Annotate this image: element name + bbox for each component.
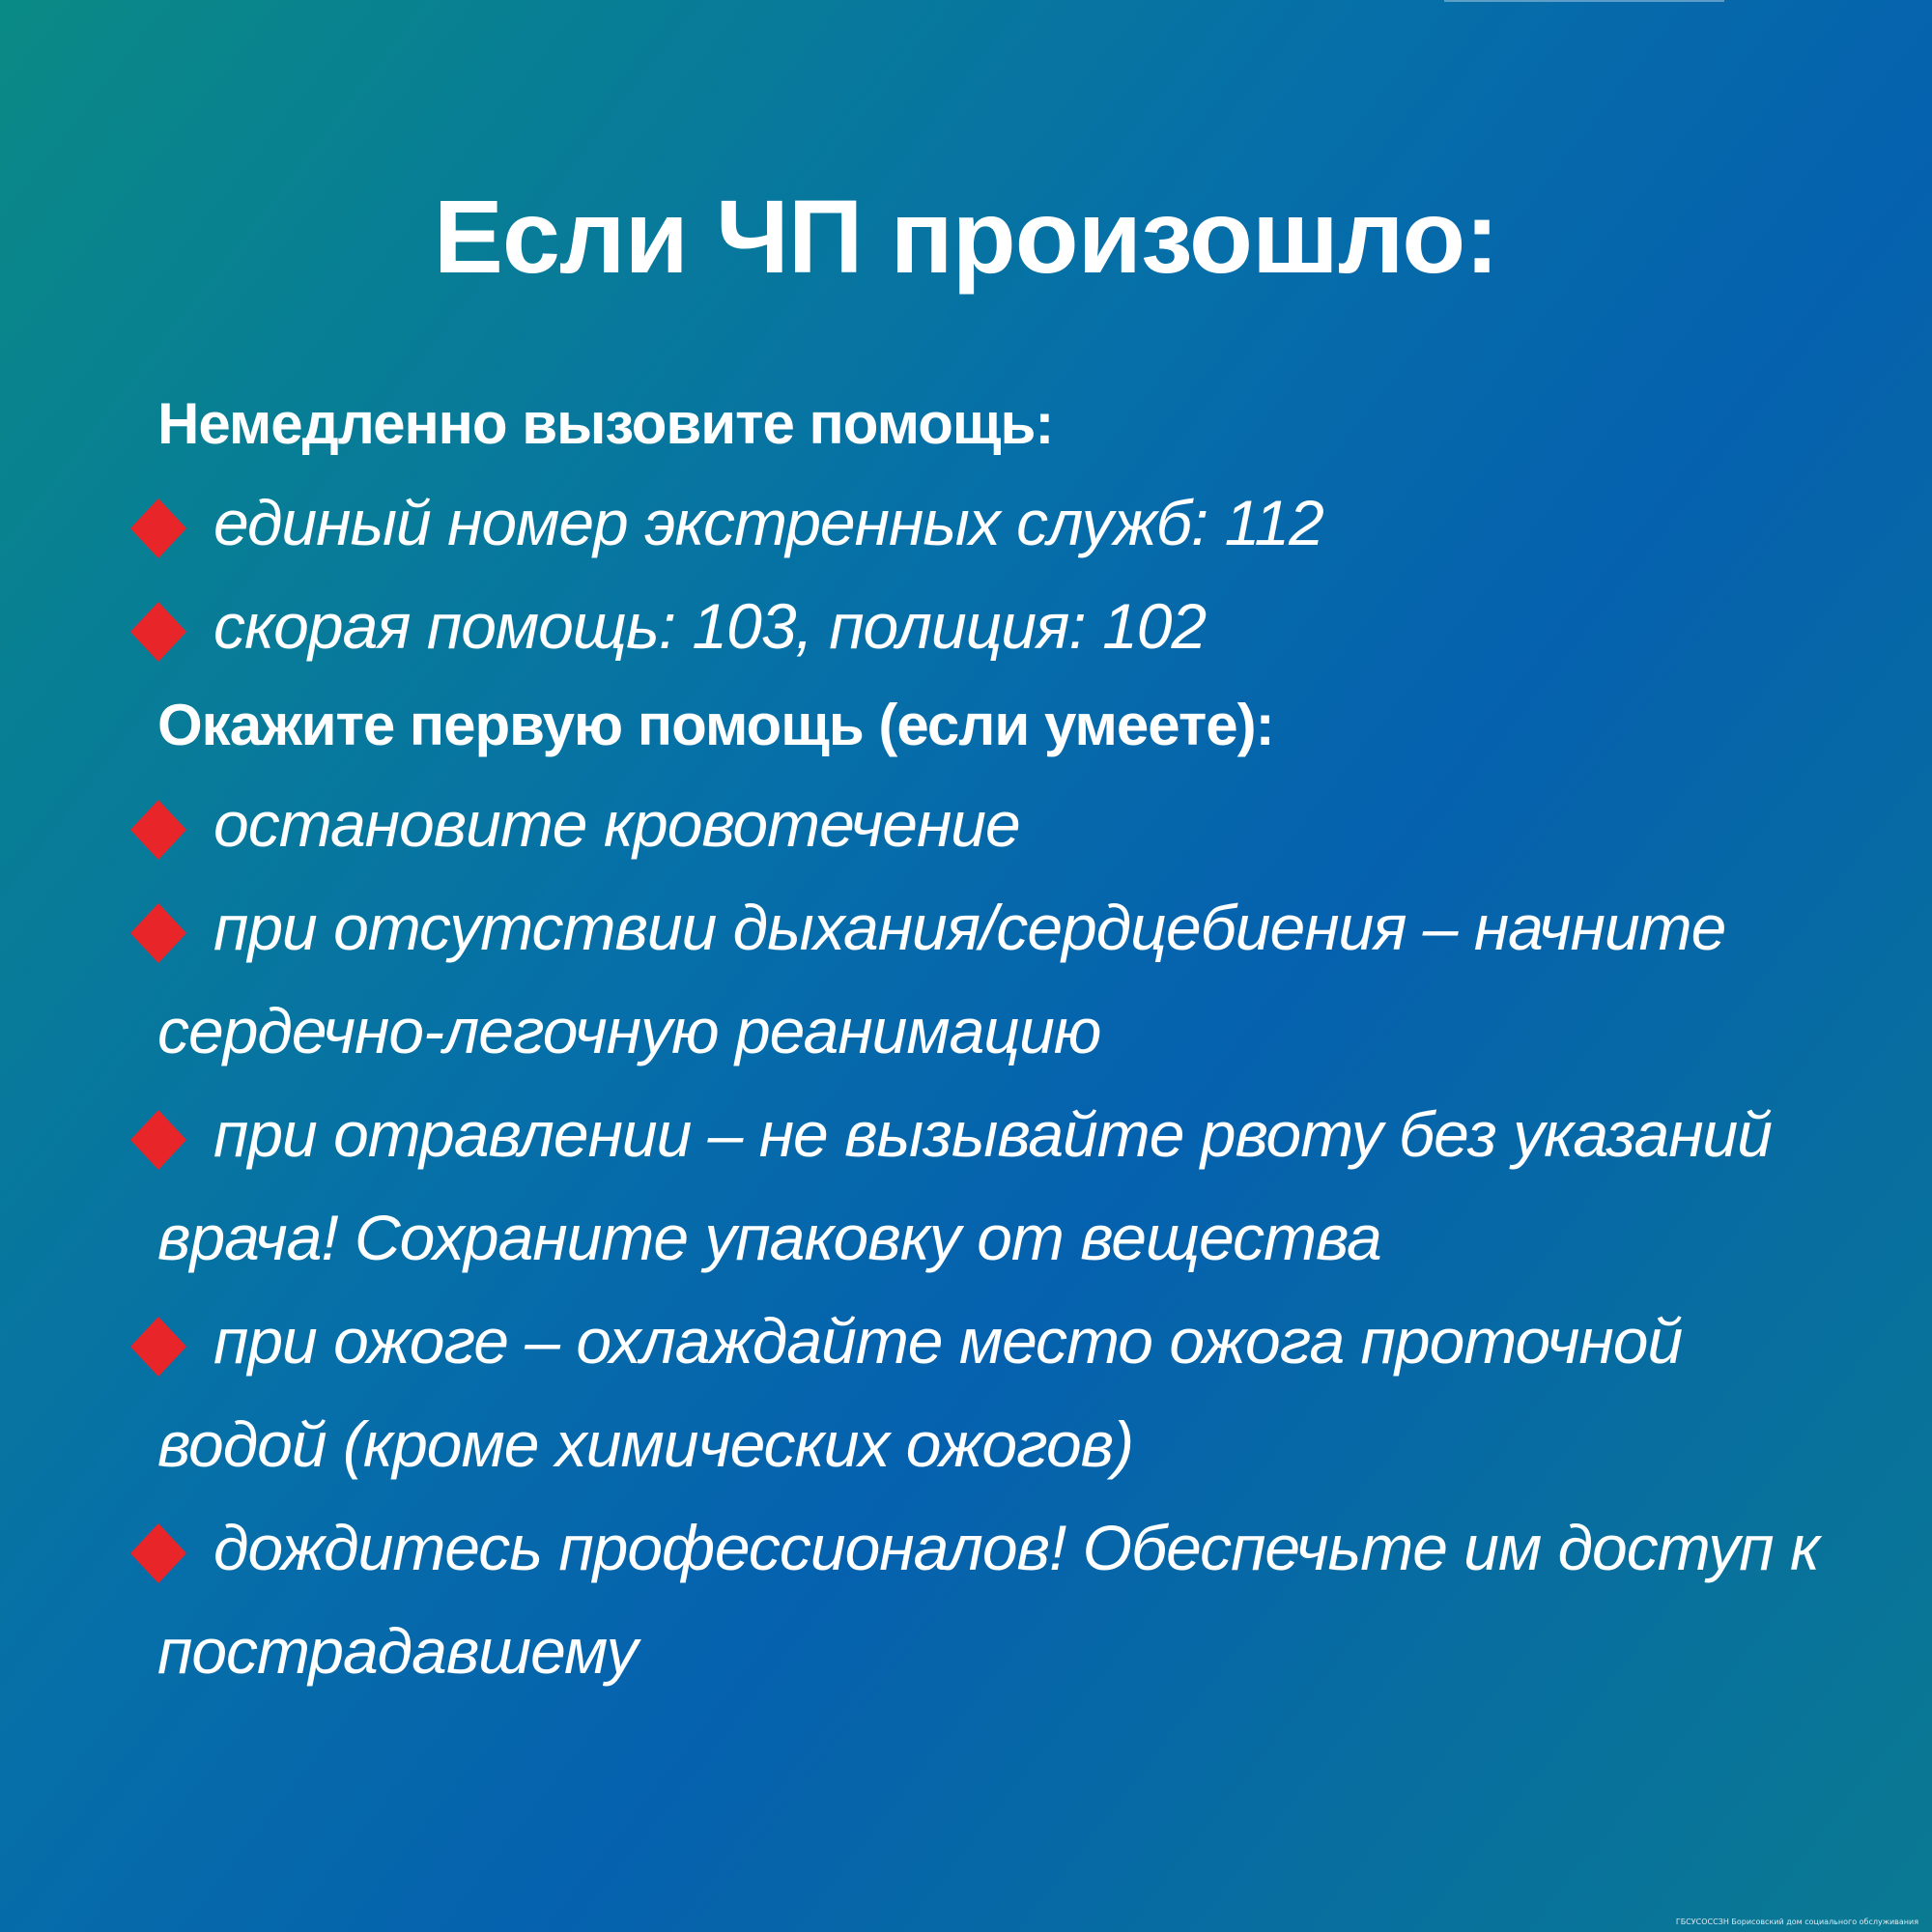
list-item	[157, 1496, 1858, 1703]
list-item	[157, 773, 1858, 876]
red-diamond-icon	[130, 1523, 186, 1583]
red-diamond-icon	[130, 903, 186, 963]
list-item-text: дождитесь профессионалов! Обеспечьте им доступ к пострадавшему	[157, 1512, 1820, 1687]
list-item	[157, 575, 1858, 678]
red-diamond-icon	[130, 498, 186, 558]
list-item-text: при отравлении – не вызывайте рвоту без указаний врача! Сохраните упаковку от вещества	[157, 1098, 1772, 1273]
red-diamond-icon	[130, 800, 186, 860]
list-item-text: остановите кровотечение	[213, 788, 1020, 860]
list-item	[157, 471, 1858, 575]
list-item-text: при ожоге – охлаждайте место ожога проточной водой (кроме химических ожогов)	[157, 1305, 1683, 1480]
list-item-text: единый номер экстренных служб: 112	[213, 487, 1323, 558]
page-title: Если ЧП произошло:	[433, 178, 1499, 295]
list-item-text: при отсутствии дыхания/сердцебиения – начните сердечно-легочную реанимацию	[157, 892, 1726, 1066]
section-heading-call-help: Немедленно вызовите помощь:	[157, 391, 1054, 456]
content	[157, 377, 1858, 1703]
section-heading-first-aid: Окажите первую помощь (если умеете):	[157, 693, 1274, 757]
list-item	[157, 1083, 1858, 1290]
red-diamond-icon	[130, 1317, 186, 1377]
list-item-text: скорая помощь: 103, полиция: 102	[213, 590, 1207, 662]
footer-credit: ГБСУСОССЗН Борисовский дом социального обслуживания	[1675, 1918, 1918, 1926]
top-decor-line	[1444, 0, 1724, 2]
list-item	[157, 1290, 1858, 1496]
red-diamond-icon	[130, 1110, 186, 1170]
list-item	[157, 876, 1858, 1083]
red-diamond-icon	[130, 602, 186, 662]
